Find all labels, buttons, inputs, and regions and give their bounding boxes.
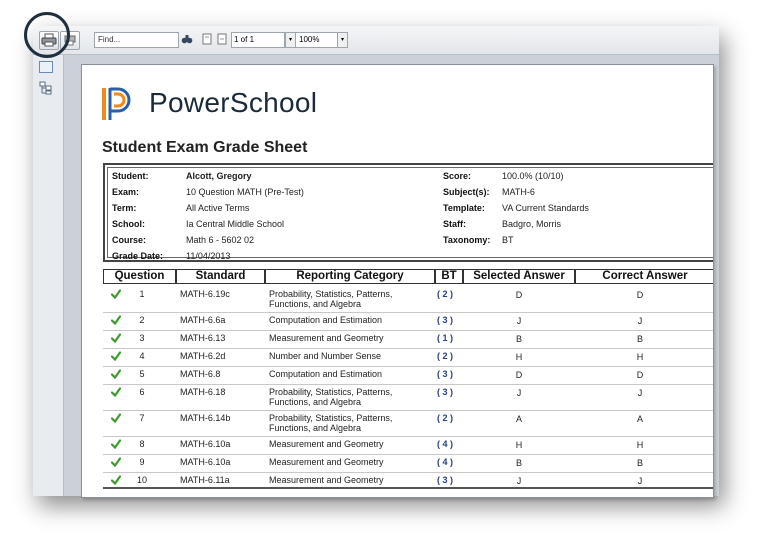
question-number: 5 (139, 369, 145, 379)
row-divider (103, 366, 714, 367)
header-standard: Standard (176, 269, 265, 284)
row-divider (103, 410, 714, 411)
document-map-icon[interactable] (39, 81, 53, 95)
bt-cell: ( 2 ) (437, 413, 454, 423)
bt-cell: ( 3 ) (437, 475, 454, 485)
reporting-category-cell-line2: Functions, and Algebra (269, 299, 362, 309)
reporting-category-cell: Computation and Estimation (269, 315, 383, 325)
reporting-category-cell: Number and Number Sense (269, 351, 382, 361)
staff-value: Badgro, Morris (502, 219, 562, 229)
header-correct-answer: Correct Answer (575, 269, 714, 284)
powerschool-logo-icon (101, 86, 137, 122)
page-dropdown-button[interactable]: ▾ (285, 32, 296, 48)
grade-date-label: Grade Date: (112, 251, 164, 261)
reporting-category-cell: Computation and Estimation (269, 369, 383, 379)
selected-answer-cell: B (515, 334, 522, 344)
correct-answer-cell: H (636, 352, 644, 362)
row-divider (103, 454, 714, 455)
reporting-category-cell: Measurement and Geometry (269, 333, 384, 343)
logo-wordmark: PowerSchool (149, 87, 318, 118)
find-input[interactable]: Find... (94, 32, 179, 48)
bt-cell: ( 3 ) (437, 315, 454, 325)
exam-value: 10 Question MATH (Pre-Test) (186, 187, 304, 197)
question-number: 1 (139, 289, 145, 299)
standard-cell: MATH-6.18 (180, 387, 226, 397)
page-title: Student Exam Grade Sheet (102, 139, 308, 156)
selected-answer-cell: H (515, 352, 523, 362)
grade-date-value: 11/04/2013 (186, 251, 231, 261)
report-page (81, 64, 714, 498)
term-value: All Active Terms (186, 203, 250, 213)
correct-check-icon (111, 387, 121, 397)
header-reporting-category: Reporting Category (265, 269, 435, 284)
reporting-category-cell: Measurement and Geometry (269, 457, 384, 467)
row-divider (103, 384, 714, 385)
school-label: School: (112, 219, 145, 229)
viewer-toolbar (33, 26, 719, 55)
reporting-category-cell-line2: Functions, and Algebra (269, 397, 362, 407)
selected-answer-cell: H (515, 440, 523, 450)
row-divider (103, 348, 714, 349)
header-question: Question (103, 269, 176, 284)
correct-answer-cell: J (637, 316, 643, 326)
selected-answer-cell: D (515, 370, 523, 380)
course-label: Course: (112, 235, 147, 245)
selected-answer-cell: J (516, 476, 522, 486)
student-label: Student: (112, 171, 149, 181)
student-info-box (103, 163, 714, 262)
report-canvas[interactable] (64, 55, 719, 496)
selected-answer-cell: D (515, 290, 523, 300)
selected-answer-cell: B (515, 458, 522, 468)
correct-answer-cell: J (637, 476, 643, 486)
left-panel (33, 55, 64, 496)
row-divider (103, 436, 714, 437)
correct-answer-cell: B (636, 334, 643, 344)
binoculars-icon[interactable] (181, 33, 193, 45)
course-value: Math 6 - 5602 02 (186, 235, 255, 245)
bt-cell: ( 2 ) (437, 351, 454, 361)
table-bottom-rule (103, 487, 714, 489)
row-divider (103, 472, 714, 473)
correct-answer-cell: J (637, 388, 643, 398)
selected-answer-cell: J (516, 316, 522, 326)
previous-page-icon[interactable] (216, 33, 228, 45)
term-label: Term: (112, 203, 137, 213)
selected-answer-cell: J (516, 388, 522, 398)
standard-cell: MATH-6.8 (180, 369, 221, 379)
correct-answer-cell: D (636, 370, 644, 380)
standard-cell: MATH-6.13 (180, 333, 226, 343)
zoom-dropdown-button[interactable]: ▾ (337, 32, 348, 48)
standard-cell: MATH-6.2d (180, 351, 226, 361)
correct-check-icon (111, 439, 121, 449)
school-value: Ia Central Middle School (186, 219, 285, 229)
correct-check-icon (111, 289, 121, 299)
correct-check-icon (111, 475, 121, 485)
report-viewer-window (33, 26, 719, 496)
row-divider (103, 312, 714, 313)
highlight-circle (24, 12, 70, 58)
bookmark-icon[interactable] (39, 61, 53, 73)
standard-cell: MATH-6.10a (180, 439, 231, 449)
correct-answer-cell: D (636, 290, 644, 300)
taxonomy-label: Taxonomy: (443, 235, 491, 245)
reporting-category-cell-line2: Functions, and Algebra (269, 423, 362, 433)
row-divider (103, 330, 714, 331)
correct-check-icon (111, 315, 121, 325)
subjects-value: MATH-6 (502, 187, 535, 197)
question-number: 3 (139, 333, 145, 343)
correct-answer-cell: A (636, 414, 643, 424)
correct-check-icon (111, 413, 121, 423)
template-value: VA Current Standards (502, 203, 589, 213)
bt-cell: ( 4 ) (437, 457, 454, 467)
page-number-input[interactable]: 1 of 1 (231, 32, 285, 48)
standard-cell: MATH-6.10a (180, 457, 231, 467)
question-number: 2 (139, 315, 145, 325)
correct-check-icon (111, 457, 121, 467)
score-label: Score: (443, 171, 472, 181)
bt-cell: ( 1 ) (437, 333, 454, 343)
bt-cell: ( 3 ) (437, 387, 454, 397)
question-number: 10 (136, 475, 147, 485)
reporting-category-cell: Measurement and Geometry (269, 475, 384, 485)
correct-check-icon (111, 333, 121, 343)
standard-cell: MATH-6.19c (180, 289, 230, 299)
question-number: 8 (139, 439, 145, 449)
question-number: 4 (139, 351, 145, 361)
standard-cell: MATH-6.6a (180, 315, 226, 325)
question-number: 6 (139, 387, 145, 397)
taxonomy-value: BT (502, 235, 514, 245)
question-number: 7 (139, 413, 145, 423)
header-selected-answer: Selected Answer (463, 269, 575, 284)
standard-cell: MATH-6.11a (180, 475, 230, 485)
score-value: 100.0% (10/10) (502, 171, 564, 181)
template-label: Template: (443, 203, 485, 213)
correct-answer-cell: B (636, 458, 643, 468)
subjects-label: Subject(s): (443, 187, 490, 197)
bt-cell: ( 3 ) (437, 369, 454, 379)
reporting-category-cell: Measurement and Geometry (269, 439, 384, 449)
student-value: Alcott, Gregory (186, 171, 252, 181)
staff-label: Staff: (443, 219, 466, 229)
bt-cell: ( 2 ) (437, 289, 454, 299)
selected-answer-cell: A (515, 414, 522, 424)
first-page-icon[interactable] (201, 33, 213, 45)
question-number: 9 (139, 457, 145, 467)
header-bt: BT (435, 269, 463, 284)
reporting-category-cell: Probability, Statistics, Patterns, (269, 387, 393, 397)
zoom-select[interactable]: 100% (295, 32, 338, 48)
correct-check-icon (111, 351, 121, 361)
reporting-category-cell: Probability, Statistics, Patterns, (269, 289, 393, 299)
correct-answer-cell: H (636, 440, 644, 450)
standard-cell: MATH-6.14b (180, 413, 231, 423)
exam-label: Exam: (112, 187, 140, 197)
correct-check-icon (111, 369, 121, 379)
reporting-category-cell: Probability, Statistics, Patterns, (269, 413, 393, 423)
bt-cell: ( 4 ) (437, 439, 454, 449)
